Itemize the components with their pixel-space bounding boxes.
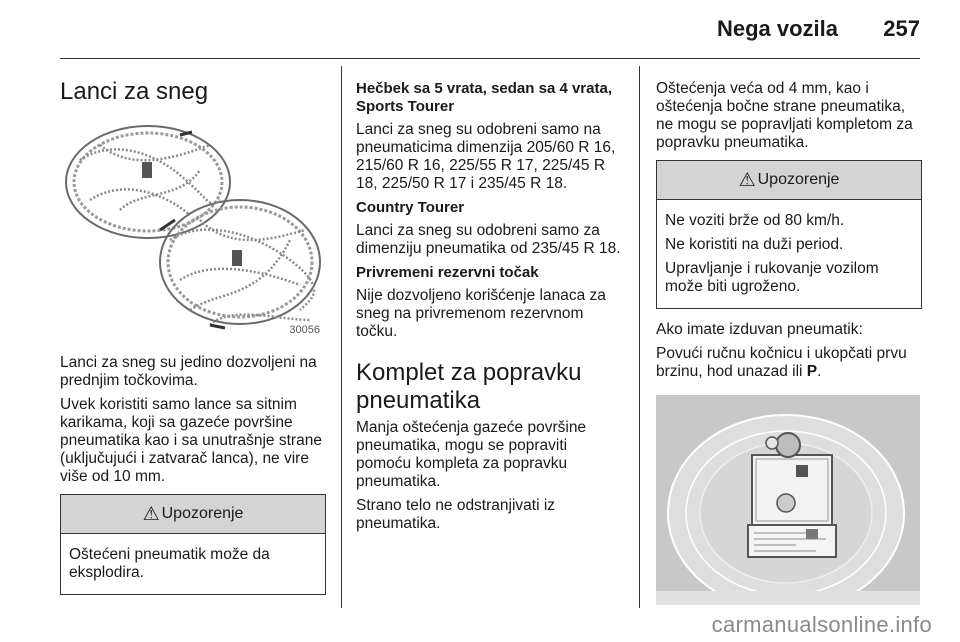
column-divider <box>341 66 342 608</box>
subheading-hatchback: Hečbek sa 5 vrata, sedan sa 4 vrata, Sports Tourer <box>356 80 612 115</box>
paragraph: Uvek koristiti samo lance sa sitnim karikama, koji sa gazeće površine pneumatika kao i sa unutrašnje strane (uključujući i zatvarač lanca), ne vire više od 10 mm. <box>60 396 322 485</box>
paragraph: Strano telo ne odstranjivati iz pneumatika. <box>356 497 556 532</box>
column-divider <box>639 66 640 608</box>
column-2 <box>356 66 624 539</box>
subheading-country-tourer: Country Tourer <box>356 199 465 216</box>
warning-title: Upozorenje <box>757 171 840 188</box>
warning-item: Upravljanje i rukovanje vozilom može biti ugroženo. <box>665 260 879 295</box>
watermark: carmanualsonline.info <box>711 612 932 637</box>
page-number: 257 <box>883 16 920 41</box>
gear-p-label: P <box>806 363 818 380</box>
page-header <box>60 0 920 59</box>
paragraph: Nije dozvoljeno korišćenje lanaca za sneg na privremenom rezervnom točku. <box>356 287 606 340</box>
figure-code: 30056 <box>289 324 320 336</box>
paragraph: Ako imate izduvan pneumatik: <box>656 321 863 338</box>
warning-item: Ne voziti brže od 80 km/h. <box>665 212 845 229</box>
text: Povući ručnu kočnicu i ukopčati prvu brzinu, hod unazad ili <box>656 345 907 380</box>
repair-kit-drawing <box>656 395 920 605</box>
warning-box <box>656 160 922 309</box>
warning-header <box>61 495 325 534</box>
warning-header <box>657 161 921 200</box>
paragraph: Oštećenja veća od 4 mm, kao i oštećenja bočne strane pneumatika, ne mogu se popravljati kompletom za popravku pneumatika. <box>656 80 913 151</box>
warning-text: Oštećeni pneumatik može da eksplodira. <box>69 546 270 581</box>
column-1 <box>60 66 326 595</box>
warning-body <box>657 200 921 308</box>
paragraph: Lanci za sneg su odobreni samo na pneumaticima dimenzija 205/60 R 16, 215/60 R 16, 225/55 R 17, 225/45 R 18, 225/50 R 17 i 235/45 R 18. <box>356 121 616 192</box>
warning-triangle-icon: ⚠ <box>738 169 756 191</box>
heading-snow-chains: Lanci za sneg <box>60 78 209 105</box>
warning-box <box>60 494 326 595</box>
warning-title: Upozorenje <box>161 505 244 522</box>
paragraph: Lanci za sneg su jedino dozvoljeni na prednjim točkovima. <box>60 354 317 389</box>
subheading-spare-wheel: Privremeni rezervni točak <box>356 264 539 281</box>
repair-kit-illustration <box>656 395 920 605</box>
text: . <box>817 363 822 380</box>
snow-chains-illustration <box>60 120 326 338</box>
paragraph <box>656 345 922 381</box>
paragraph: Manja oštećenja gazeće površine pneumatika, mogu se popraviti pomoću kompleta za popravku pneumatika. <box>356 419 587 490</box>
warning-item: Ne koristiti na duži period. <box>665 236 844 253</box>
snow-chains-drawing <box>60 120 326 338</box>
section-title: Nega vozila <box>716 16 838 41</box>
heading-repair-kit: Komplet za popravku pneumatika <box>356 359 582 414</box>
warning-triangle-icon: ⚠ <box>142 503 160 525</box>
paragraph: Lanci za sneg su odobreni samo za dimenziju pneumatika od 235/45 R 18. <box>356 222 621 257</box>
warning-body <box>61 534 325 594</box>
column-3 <box>656 66 922 605</box>
